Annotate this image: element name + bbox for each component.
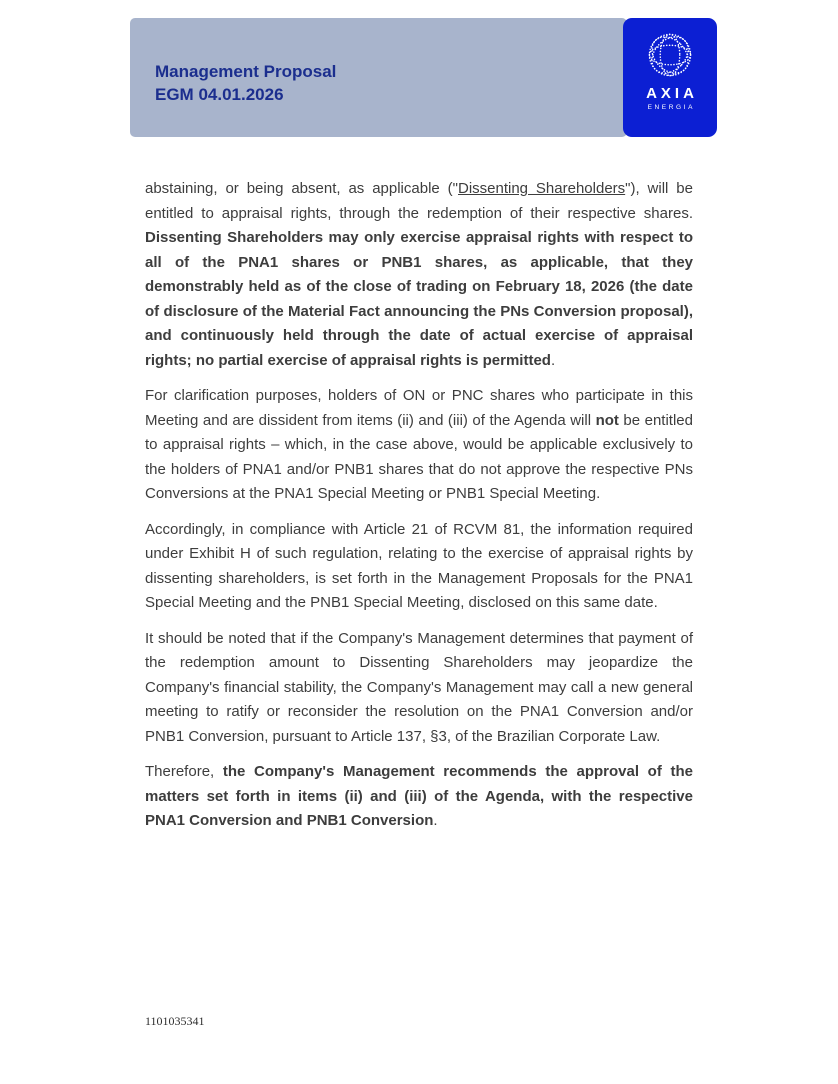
footer-code: 1101035341 bbox=[145, 1014, 205, 1028]
text-segment: Therefore, bbox=[145, 763, 223, 780]
paragraph bbox=[145, 518, 693, 616]
text-segment: Dissenting Shareholders bbox=[457, 180, 626, 197]
page-title bbox=[155, 60, 627, 106]
brand-name: AXIA bbox=[646, 85, 698, 102]
text-segment: . bbox=[550, 351, 556, 369]
brand-subtitle: ENERGIA bbox=[647, 104, 696, 111]
text-segment: Dissenting Shareholders may only exercise appraisal rights with respect to all of the PNA1 shares or PNB1 shares, as applicable, that they demonstrably held as of the close of trading on February 18, 2026 (the date of disclosure of the Material Fact announcing the PNs Conversion proposal), and continuously held through the date of actual exercise of appraisal rights; no partial exercise of appraisal rights is permitted bbox=[145, 229, 693, 369]
text-segment: "), will be entitled to appraisal rights, through the redemption of their respective shares. bbox=[145, 180, 693, 222]
document-body bbox=[145, 177, 693, 845]
paragraph bbox=[145, 760, 693, 834]
title-line-1: Management Proposal bbox=[155, 61, 337, 81]
paragraph bbox=[145, 627, 693, 750]
text-segment: abstaining, or being absent, as applicable (" bbox=[145, 180, 458, 197]
paragraph bbox=[145, 384, 693, 507]
text-segment: Accordingly, in compliance with Article 21 of RCVM 81, the information required under Exhibit H of such regulation, relating to the exercise of appraisal rights by dissenting shareholders, is set forth in the Management Proposals for the PNA1 Special Meeting and the PNB1 Special Meeting, disclosed on this same date. bbox=[145, 520, 693, 611]
header-banner bbox=[130, 18, 627, 137]
geodesic-sphere-icon bbox=[644, 29, 696, 81]
title-line-2: EGM 04.01.2026 bbox=[155, 84, 284, 104]
text-segment: It should be noted that if the Company's Management determines that payment of the redemption amount to Dissenting Shareholders may jeopardize the Company's financial stability, the Company's Management may call a new general meeting to ratify or reconsider the resolution on the PNA1 Conversion and/or PNB1 Conversion, pursuant to Article 137, §3, of the Brazilian Corporate Law. bbox=[145, 629, 693, 745]
text-segment: the Company's Management recommends the approval of the matters set forth in items (ii) and (iii) of the Agenda, with the respective PNA1 Conversion and PNB1 Conversion bbox=[145, 763, 694, 829]
text-segment: For clarification purposes, holders of ON or PNC shares who participate in this Meeting and are dissident from items (ii) and (iii) of the Agenda will bbox=[145, 387, 693, 429]
text-segment: be entitled to appraisal rights – which, in the case above, would be applicable exclusively to the holders of PNA1 and/or PNB1 shares that do not approve the respective PNs Conversions at the PNA1 Special Meeting or PNB1 Special Meeting. bbox=[145, 411, 693, 502]
text-segment: . bbox=[433, 812, 438, 829]
paragraph bbox=[145, 177, 693, 373]
text-segment: not bbox=[595, 411, 619, 429]
axia-logo bbox=[623, 18, 717, 137]
